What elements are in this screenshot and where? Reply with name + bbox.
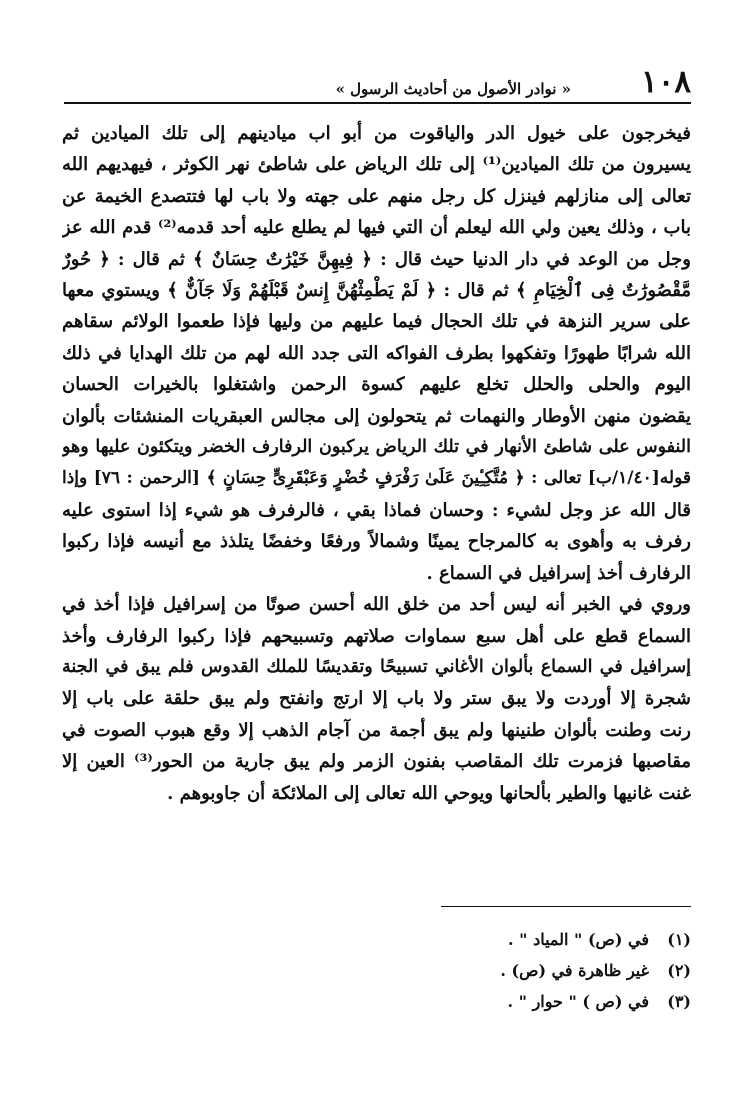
text-line: وروي في الخبر أنه ليس أحد من خلق الله أحسن صوتًا من إسرافيل فإذا أخذ في <box>62 594 691 616</box>
text-line: الله شرابًا طهورًا وتفكهوا بطرف الفواكه التى جدد الله لهم من تلك الهدايا في ذلك <box>62 342 691 364</box>
footnote <box>64 924 691 955</box>
text-line: شجرة إلا أوردت ولا يبق ستر ولا باب إلا ارتج وانفتح ولم يبق حلقة على باب إلا <box>62 688 691 710</box>
text-line: السماع قطع على أهل سبع سماوات صلاتهم وتسبيحهم فإذا ركبوا الرفارف وأخذ <box>62 625 691 647</box>
text-line: النفوس على شاطئ الأنهار في تلك الرياض يركبون الرفارف الخضر ويتكئون عليها وهو <box>62 437 691 458</box>
text-line: قوله[١/٤٠/ب] تعالى : ﴿ مُتَّكِـِٔينَ عَلَىٰ رَفْرَفٍ خُضْرٍ وَعَبْقَرِىٍّ حِسَانٍ ﴾ [الرحمن : ٧٦] وإذا <box>62 468 691 489</box>
footnote-text: في (ص ) " حوار " . <box>507 992 649 1011</box>
footnote-divider <box>441 906 691 907</box>
text-line: اليوم والحلى والحلل تخلع عليهم كسوة الرحمن واشتغلوا بالخيرات الحسان <box>62 374 691 396</box>
paragraph-1 <box>62 118 691 589</box>
footnote <box>64 986 691 1017</box>
text-line: غنت غانيها والطير بألحانها ويوحي الله تعالى إلى الملائكة أن جاوبوهم . <box>167 782 691 804</box>
text-line: وجل من الوعد في دار الدنيا حيث قال : ﴿ فِيهِنَّ خَيْرَٰتٌ حِسَانٌ ﴾ ثم قال : ﴿ حُورٌ <box>62 248 691 270</box>
page-number: ١٠٨ <box>641 64 691 100</box>
text-line: باب ، وذلك يعين ولي الله ليعلم أن التي فيها لم يطلع عليه أحد قدمه⁽²⁾ قدم الله عز <box>62 217 691 239</box>
footnote-text: غير ظاهرة في (ص) . <box>500 961 649 980</box>
text-line: إسرافيل في السماع بألوان الأغاني تسبيحًا وتقديسًا للملك القدوس فلم يبق في الجنة <box>62 656 691 677</box>
footnotes <box>64 924 691 1017</box>
running-title: « نوادر الأصول من أحاديث الرسول » <box>335 80 572 98</box>
text-line: يقضون منهن الأوطار والنهمات ثم يتحولون إلى مجالس العبقريات المنشئات بألوان <box>62 405 691 427</box>
text-line: تعالى إلى منازلهم فينزل كل رجل منهم على جهته ولا باب لها فتتصدع الخيمة عن <box>62 185 691 207</box>
text-line: مَّقْصُورَٰتٌ فِى ٱلْخِيَامِ ﴾ ثم قال : ﴿ لَمْ يَطْمِثْهُنَّ إِنسٌ قَبْلَهُمْ وَلَا جَآنٌّ ﴾ ويستوي معها <box>62 280 691 302</box>
text-line: قال الله عز وجل لشيء : وحسان فماذا بقي ، فالرفرف هو شيء إذا استوى عليه <box>62 499 691 521</box>
text-line: رنت وطنت بألوان طنينها ولم يبق أجمة من آجام الذهب إلا وقع هبوب الصوت في <box>62 719 691 741</box>
footnote-text: في (ص) " المياد " . <box>508 930 649 949</box>
text-line: فيخرجون على خيول الدر والياقوت من أبو اب ميادينهم إلى تلك الميادين ثم <box>62 123 691 144</box>
text-line: على سرير النزهة في تلك الحجال فيما عليهم من وليها فإذا طعموا الولائم سقاهم <box>62 311 691 333</box>
text-line: الرفارف أخذ إسرافيل في السماع . <box>426 562 691 584</box>
text-line: يسيرون من تلك الميادين⁽¹⁾ إلى تلك الرياض على شاطئ نهر الكوثر ، فيهديهم الله <box>62 154 691 176</box>
page-header <box>64 60 691 104</box>
text-line: مقاصبها فزمرت تلك المقاصب بفنون الزمر ولم يبق جارية من الحور⁽³⁾ العين إلا <box>62 751 691 773</box>
body-text <box>62 118 691 809</box>
footnote-number: (٢) <box>667 961 691 980</box>
footnote-number: (١) <box>667 930 691 949</box>
footnote <box>64 955 691 986</box>
footnote-number: (٣) <box>667 992 691 1011</box>
text-line: رفرف به وأهوى به كالمرجاح يمينًا وشمالاً ورفعًا وخفضًا يتلذذ مع أنيسه فإذا ركبوا <box>62 531 691 553</box>
paragraph-2 <box>62 589 691 809</box>
